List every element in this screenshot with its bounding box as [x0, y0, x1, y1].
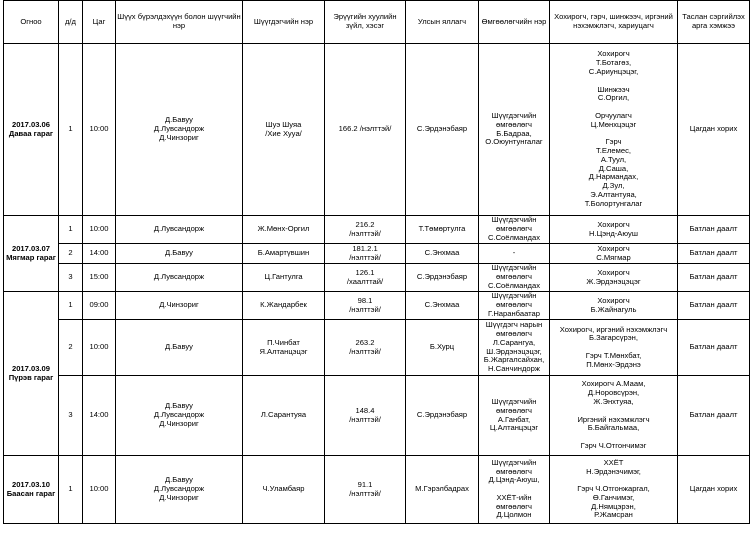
lawyer-cell: Шүүгдэгч нарын өмгөөлөгч Л.Сарангуа, Ш.Эрдэнэцэцэг, Б.Жаргалсайхан, Н.Санчиндорж [479, 320, 550, 376]
case-time: 09:00 [83, 292, 116, 320]
table-row [4, 264, 750, 292]
case-number: 3 [59, 264, 83, 292]
measure-cell: Батлан даалт [678, 376, 750, 456]
prosecutor-cell: С.Эрдэнэбаяр [406, 44, 479, 216]
table-row [4, 376, 750, 456]
defendant-cell: Л.Сарантуяа [243, 376, 325, 456]
header-lawyer: Өмгөөлөгчийн нэр [479, 1, 550, 44]
table-row [4, 456, 750, 524]
header-prosecutor: Улсын яллагч [406, 1, 479, 44]
date-cell: 2017.03.07 Мягмар гараг [4, 216, 59, 292]
law-cell: 148.4 /нэлттэй/ [325, 376, 406, 456]
court-schedule-table [3, 0, 750, 524]
defendant-cell: Ч.Уламбаяр [243, 456, 325, 524]
header-row [4, 1, 750, 44]
case-number: 1 [59, 456, 83, 524]
case-time: 10:00 [83, 44, 116, 216]
lawyer-cell: - [479, 244, 550, 264]
defendant-cell: П.Чинбат Я.Алтанцэцэг [243, 320, 325, 376]
measure-cell: Цагдан хорих [678, 44, 750, 216]
date-cell: 2017.03.10 Баасан гараг [4, 456, 59, 524]
judges-cell: Д.Лувсандорж [116, 264, 243, 292]
judges-cell: Д.Бавуу [116, 244, 243, 264]
prosecutor-cell: С.Эрдэнэбаяр [406, 264, 479, 292]
date-cell: 2017.03.09 Пүрэв гараг [4, 292, 59, 456]
parties-cell: Хохирогч А.Маам, Д.Норовсүрэн, Ж.Энхтуяа, Иргэний нэхэмжлэгч Б.Байгальмаа, Гэрч Ч.Отгончимэг [550, 376, 678, 456]
case-number: 1 [59, 216, 83, 244]
defendant-cell: Ц.Гантулга [243, 264, 325, 292]
defendant-cell: Ж.Мөнх-Оргил [243, 216, 325, 244]
defendant-cell: Б.Амартүвшин [243, 244, 325, 264]
defendant-cell: Шуэ Шуяа /Хие Хуya/ [243, 44, 325, 216]
law-cell: 181.2.1 /нэлттэй/ [325, 244, 406, 264]
header-parties: Хохирогч, гэрч, шинжээч, иргэний нэхэмжлэгч, хариуцагч [550, 1, 678, 44]
case-time: 10:00 [83, 216, 116, 244]
date-cell: 2017.03.06 Даваа гараг [4, 44, 59, 216]
parties-cell: Хохирогч Б.Жайнагуль [550, 292, 678, 320]
table-row [4, 320, 750, 376]
judges-cell: Д.Бавуу Д.Лувсандорж Д.Чинзориг [116, 456, 243, 524]
measure-cell: Батлан даалт [678, 244, 750, 264]
law-cell: 126.1 /хаалттай/ [325, 264, 406, 292]
table-row [4, 44, 750, 216]
law-cell: 263.2 /нэлттэй/ [325, 320, 406, 376]
judges-cell: Д.Бавуу Д.Лувсандорж Д.Чинзориг [116, 44, 243, 216]
prosecutor-cell: С.Энхмаа [406, 244, 479, 264]
lawyer-cell: Шүүгдэгчийн өмгөөлөгч С.Соёлмандах [479, 264, 550, 292]
prosecutor-cell: Т.Төмөртулга [406, 216, 479, 244]
case-number: 1 [59, 44, 83, 216]
judges-cell: Д.Лувсандорж [116, 216, 243, 244]
header-number: д/д [59, 1, 83, 44]
measure-cell: Батлан даалт [678, 292, 750, 320]
measure-cell: Цагдан хорих [678, 456, 750, 524]
lawyer-cell: Шүүгдэгчийн өмгөөлөгч Д.Цэнд-Аюуш, ХХЁТ-ийн өмгөөлөгч Д.Цолмон [479, 456, 550, 524]
law-cell: 91.1 /нэлттэй/ [325, 456, 406, 524]
prosecutor-cell: Б.Хурц [406, 320, 479, 376]
measure-cell: Батлан даалт [678, 264, 750, 292]
table-row [4, 292, 750, 320]
case-number: 1 [59, 292, 83, 320]
parties-cell: Хохирогч Ж.Эрдэнэцэцэг [550, 264, 678, 292]
judges-cell: Д.Бавуу [116, 320, 243, 376]
parties-cell: Хохирогч С.Мягмар [550, 244, 678, 264]
lawyer-cell: Шүүгдэгчийн өмгөөлөгч Г.Наранбаатар [479, 292, 550, 320]
parties-cell: Хохирогч Т.Ботагөз, С.Ариунцэцэг, Шинжээч С.Оргил, Орчуулагч Ц.Мөнхцэцэг Гэрч Т.Елемес, А.Туул, Д.Саша, Д.Нармандах, Д.Зул, Э.Алтантуяа, Т.Болортунгалаг [550, 44, 678, 216]
judges-cell: Д.Бавуу Д.Лувсандорж Д.Чинзориг [116, 376, 243, 456]
header-measure: Таслан сэргийлэх арга хэмжээ [678, 1, 750, 44]
parties-cell: Хохирогч, иргэний нэхэмжлэгч Б.Загарсүрэн, Гэрч Т.Мөнхбат, П.Мөнх-Эрдэнэ [550, 320, 678, 376]
lawyer-cell: Шүүгдэгчийн өмгөөлөгч А.Ганбат, Ц.Алтанцэцэг [479, 376, 550, 456]
parties-cell: Хохирогч Н.Цэнд-Аюуш [550, 216, 678, 244]
header-law: Эрүүгийн хуулийн зүйл, хэсэг [325, 1, 406, 44]
table-row [4, 216, 750, 244]
header-date: Огноо [4, 1, 59, 44]
case-time: 10:00 [83, 456, 116, 524]
case-time: 14:00 [83, 244, 116, 264]
case-time: 14:00 [83, 376, 116, 456]
case-number: 2 [59, 320, 83, 376]
header-time: Цаг [83, 1, 116, 44]
law-cell: 98.1 /нэлттэй/ [325, 292, 406, 320]
case-number: 2 [59, 244, 83, 264]
header-defendant: Шүүгдэгчийн нэр [243, 1, 325, 44]
parties-cell: ХХЁТ Н.Эрдэнэчимэг, Гэрч Ч.Отгонжаргал, Ө.Ганчимэг, Д.Нямцэрэн, Р.Жамсран [550, 456, 678, 524]
prosecutor-cell: С.Эрдэнэбаяр [406, 376, 479, 456]
lawyer-cell: Шүүгдэгчийн өмгөөлөгч Б.Бадраа, О.Оюунтунгалаг [479, 44, 550, 216]
table-row [4, 244, 750, 264]
prosecutor-cell: С.Энхмаа [406, 292, 479, 320]
case-time: 15:00 [83, 264, 116, 292]
judges-cell: Д.Чинзориг [116, 292, 243, 320]
measure-cell: Батлан даалт [678, 320, 750, 376]
defendant-cell: К.Жандарбек [243, 292, 325, 320]
lawyer-cell: Шүүгдэгчийн өмгөөлөгч С.Соёлмандах [479, 216, 550, 244]
case-number: 3 [59, 376, 83, 456]
case-time: 10:00 [83, 320, 116, 376]
measure-cell: Батлан даалт [678, 216, 750, 244]
law-cell: 166.2 /нэлттэй/ [325, 44, 406, 216]
law-cell: 216.2 /нэлттэй/ [325, 216, 406, 244]
prosecutor-cell: М.Гэрэлбадрах [406, 456, 479, 524]
header-judges: Шүүх бүрэлдэхүүн болон шүүгчийн нэр [116, 1, 243, 44]
